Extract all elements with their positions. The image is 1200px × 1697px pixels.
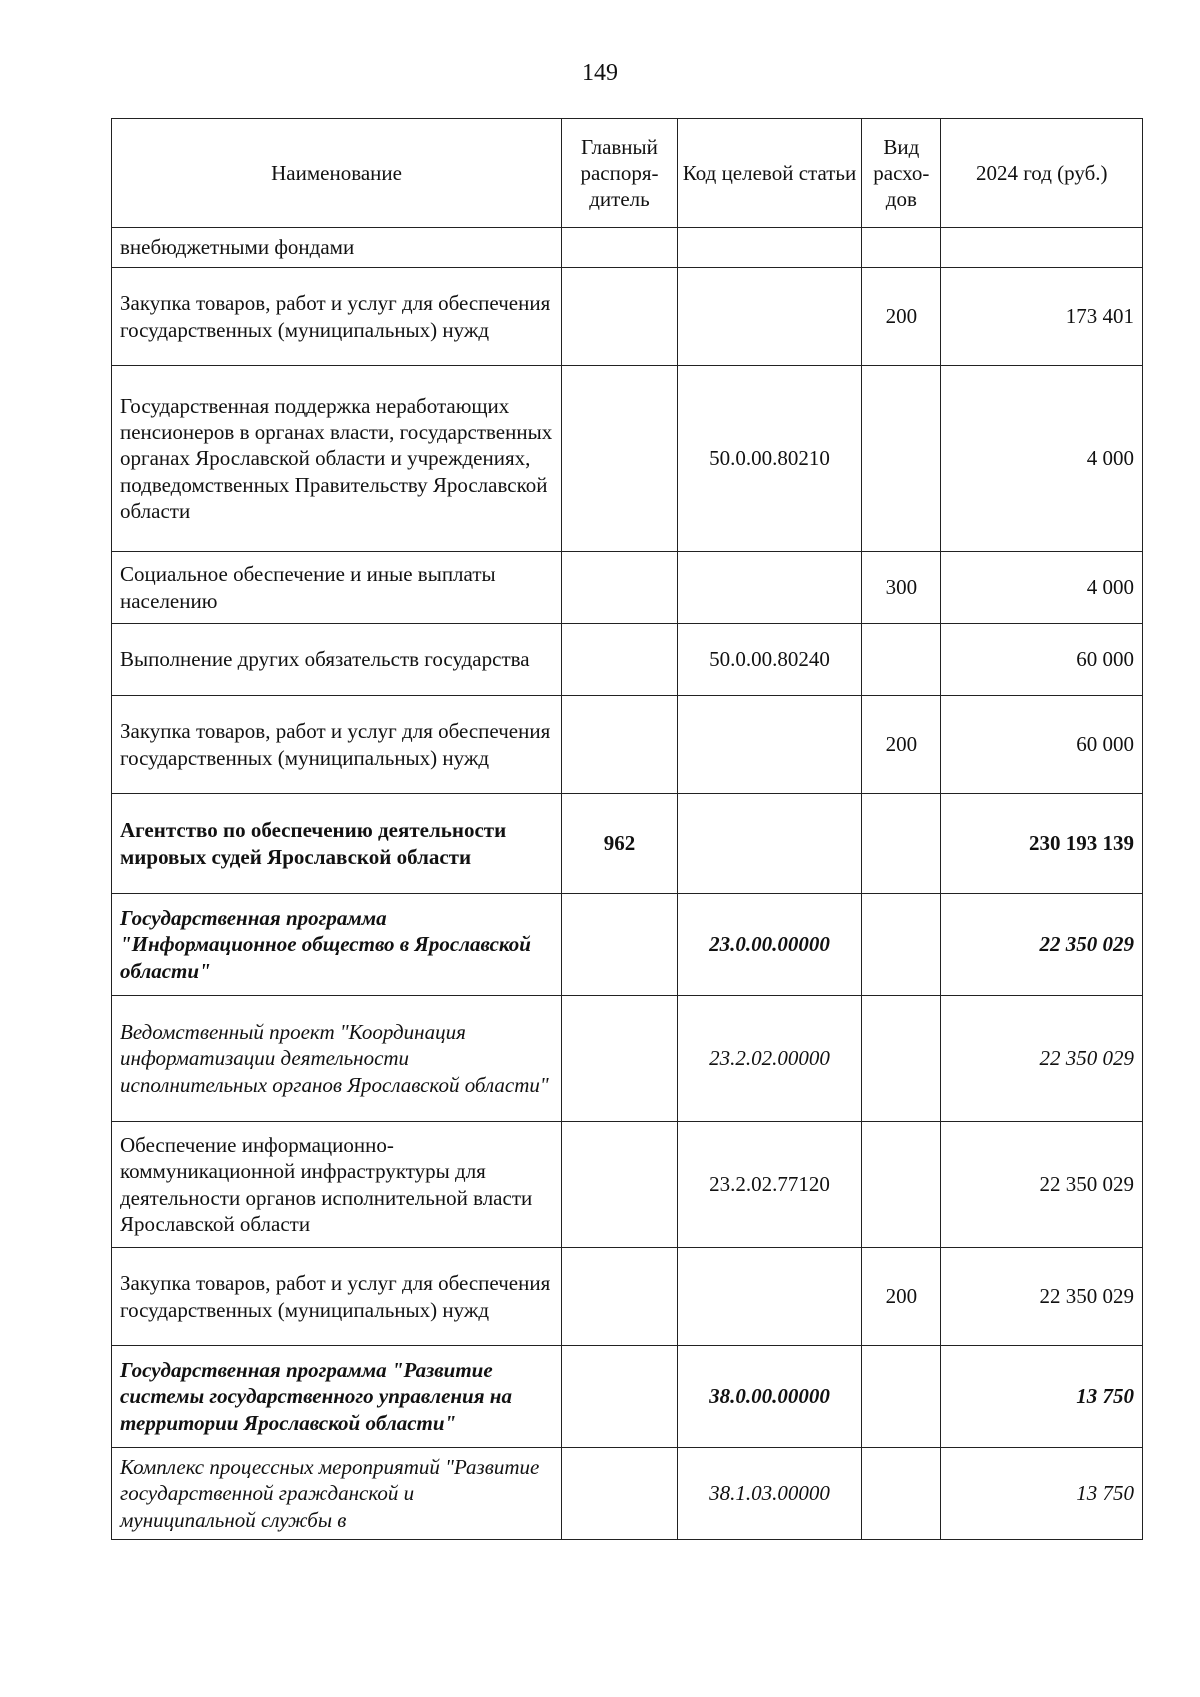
- row-code: [677, 794, 861, 894]
- row-name: Государственная поддержка неработающих пенсионеров в органах власти, государственных органах Ярославской области и учреждениях, подведомственных Правительству Ярославской области: [112, 366, 562, 552]
- table-row: [112, 996, 1143, 1122]
- row-sum: 173 401: [941, 268, 1143, 366]
- row-vid: [862, 794, 941, 894]
- row-vid: 200: [862, 696, 941, 794]
- row-name: Агентство по обеспечению деятельности мировых судей Ярославской области: [112, 794, 562, 894]
- row-vid: [862, 366, 941, 552]
- row-grbs: [562, 1248, 678, 1346]
- row-sum: 13 750: [941, 1448, 1143, 1540]
- row-sum: 22 350 029: [941, 996, 1143, 1122]
- table-row: [112, 268, 1143, 366]
- row-grbs: [562, 552, 678, 624]
- row-code: 50.0.00.80210: [677, 366, 861, 552]
- row-sum: 230 193 139: [941, 794, 1143, 894]
- row-sum: 4 000: [941, 552, 1143, 624]
- row-vid: [862, 624, 941, 696]
- row-name: Выполнение других обязательств государства: [112, 624, 562, 696]
- row-grbs: [562, 268, 678, 366]
- row-name: внебюджетными фондами: [112, 228, 562, 268]
- row-name: Государственная программа "Развитие системы государственного управления на территории Ярославской области": [112, 1346, 562, 1448]
- row-vid: [862, 228, 941, 268]
- row-vid: [862, 1122, 941, 1248]
- row-name: Закупка товаров, работ и услуг для обеспечения государственных (муниципальных) нужд: [112, 1248, 562, 1346]
- table-row: [112, 1248, 1143, 1346]
- row-grbs: [562, 1448, 678, 1540]
- row-vid: [862, 1448, 941, 1540]
- row-vid: [862, 1346, 941, 1448]
- row-name: Социальное обеспечение и иные выплаты населению: [112, 552, 562, 624]
- row-vid: 200: [862, 268, 941, 366]
- row-code: 23.0.00.00000: [677, 894, 861, 996]
- row-name: Государственная программа "Информационное общество в Ярославской области": [112, 894, 562, 996]
- row-code: 38.1.03.00000: [677, 1448, 861, 1540]
- row-name: Закупка товаров, работ и услуг для обеспечения государственных (муниципальных) нужд: [112, 268, 562, 366]
- row-grbs: [562, 624, 678, 696]
- row-code: 38.0.00.00000: [677, 1346, 861, 1448]
- table-row: [112, 624, 1143, 696]
- table-row: [112, 228, 1143, 268]
- row-name: Ведомственный проект "Координация информатизации деятельности исполнительных органов Ярославской области": [112, 996, 562, 1122]
- table-header-row: [112, 119, 1143, 228]
- row-vid: 300: [862, 552, 941, 624]
- row-code: 50.0.00.80240: [677, 624, 861, 696]
- header-name: Наименование: [112, 119, 562, 228]
- row-code: 23.2.02.77120: [677, 1122, 861, 1248]
- header-code: Код целевой статьи: [677, 119, 861, 228]
- row-sum: 13 750: [941, 1346, 1143, 1448]
- row-grbs: 962: [562, 794, 678, 894]
- row-code: [677, 1248, 861, 1346]
- row-name: Комплекс процессных мероприятий "Развитие государственной гражданской и муниципальной службы в: [112, 1448, 562, 1540]
- row-name: Обеспечение информационно-коммуникационной инфраструктуры для деятельности органов исполнительной власти Ярославской области: [112, 1122, 562, 1248]
- table-row: [112, 1122, 1143, 1248]
- row-vid: [862, 894, 941, 996]
- row-code: [677, 696, 861, 794]
- row-name: Закупка товаров, работ и услуг для обеспечения государственных (муниципальных) нужд: [112, 696, 562, 794]
- row-grbs: [562, 1122, 678, 1248]
- table-row: [112, 894, 1143, 996]
- page-number: 149: [582, 60, 618, 86]
- row-sum: 22 350 029: [941, 894, 1143, 996]
- table-row: [112, 1448, 1143, 1540]
- row-grbs: [562, 1346, 678, 1448]
- row-vid: [862, 996, 941, 1122]
- row-sum: 4 000: [941, 366, 1143, 552]
- row-code: [677, 228, 861, 268]
- row-grbs: [562, 366, 678, 552]
- row-code: [677, 268, 861, 366]
- row-sum: 22 350 029: [941, 1248, 1143, 1346]
- table-row: [112, 552, 1143, 624]
- row-sum: [941, 228, 1143, 268]
- budget-table: [111, 118, 1143, 1540]
- header-vid: Вид расхо-дов: [862, 119, 941, 228]
- row-grbs: [562, 894, 678, 996]
- row-vid: 200: [862, 1248, 941, 1346]
- row-code: [677, 552, 861, 624]
- table-row: [112, 1346, 1143, 1448]
- table-row: [112, 696, 1143, 794]
- row-sum: 60 000: [941, 696, 1143, 794]
- row-sum: 60 000: [941, 624, 1143, 696]
- header-sum: 2024 год (руб.): [941, 119, 1143, 228]
- row-grbs: [562, 696, 678, 794]
- row-grbs: [562, 996, 678, 1122]
- row-sum: 22 350 029: [941, 1122, 1143, 1248]
- row-code: 23.2.02.00000: [677, 996, 861, 1122]
- row-grbs: [562, 228, 678, 268]
- table-row: [112, 794, 1143, 894]
- table-row: [112, 366, 1143, 552]
- header-grbs: Главный распоря-дитель: [562, 119, 678, 228]
